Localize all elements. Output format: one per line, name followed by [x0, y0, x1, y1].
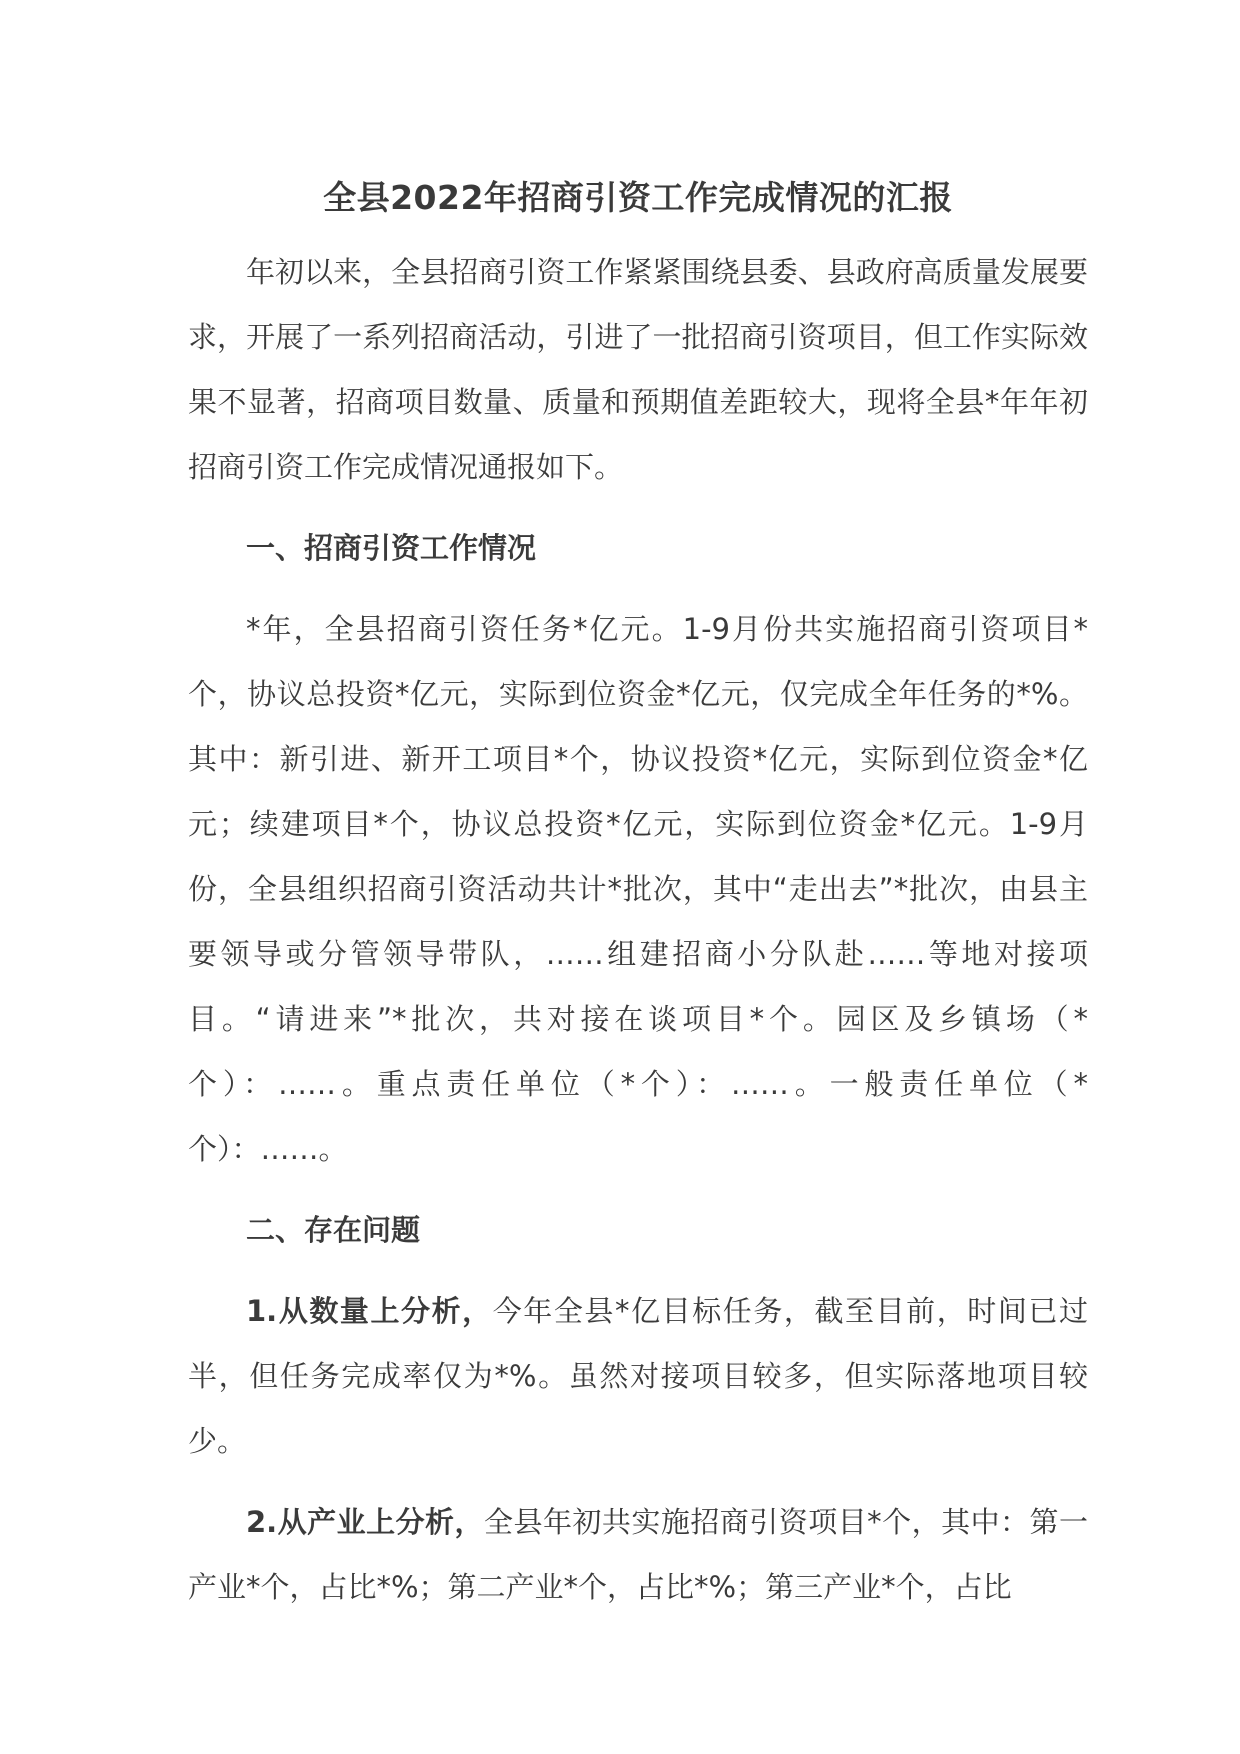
section-heading-1: 一、招商引资工作情况	[246, 531, 537, 565]
section-spacer	[188, 1263, 1088, 1279]
problem-item-1	[188, 1279, 1088, 1474]
section-spacer	[188, 581, 1088, 597]
document-body	[188, 168, 1088, 1620]
problem-item-2-lead: 2.从产业上分析，	[246, 1505, 484, 1539]
document-title: 全县2022年招商引资工作完成情况的汇报	[323, 178, 953, 217]
section-1-paragraph: *年，全县招商引资任务*亿元。1-9月份共实施招商引资项目*个，协议总投资*亿元，实际到位资金*亿元，仅完成全年任务的*%。其中：新引进、新开工项目*个，协议投资*亿元，实际到位资金*亿元；续建项目*个，协议总投资*亿元，实际到位资金*亿元。1-9月份，全县组织招商引资活动共计*批次，其中“走出去”*批次，由县主要领导或分管领导带队，……组建招商小分队赴……等地对接项目。“请进来”*批次，共对接在谈项目*个。园区及乡镇场（*个）：……。重点责任单位（*个）：……。一般责任单位（*个）：……。	[188, 612, 1088, 1166]
problem-item-2	[188, 1490, 1088, 1620]
problem-item-2-text: 全县年初共实施招商引资项目*个，其中：第一产业*个，占比*%；第二产业*个，占比*%；第三产业*个，占比	[188, 1505, 1088, 1604]
section-spacer	[188, 1182, 1088, 1198]
problem-item-1-lead: 1.从数量上分析，	[246, 1294, 493, 1328]
title-spacer	[188, 228, 1088, 240]
section-spacer	[188, 1474, 1088, 1490]
section-spacer	[188, 500, 1088, 516]
section-heading-2: 二、存在问题	[246, 1213, 421, 1247]
problem-item-1-text: 今年全县*亿目标任务，截至目前，时间已过半，但任务完成率仅为*%。虽然对接项目较多，但实际落地项目较少。	[188, 1294, 1088, 1458]
intro-paragraph: 年初以来，全县招商引资工作紧紧围绕县委、县政府高质量发展要求，开展了一系列招商活动，引进了一批招商引资项目，但工作实际效果不显著，招商项目数量、质量和预期值差距较大，现将全县*年年初招商引资工作完成情况通报如下。	[188, 255, 1088, 484]
